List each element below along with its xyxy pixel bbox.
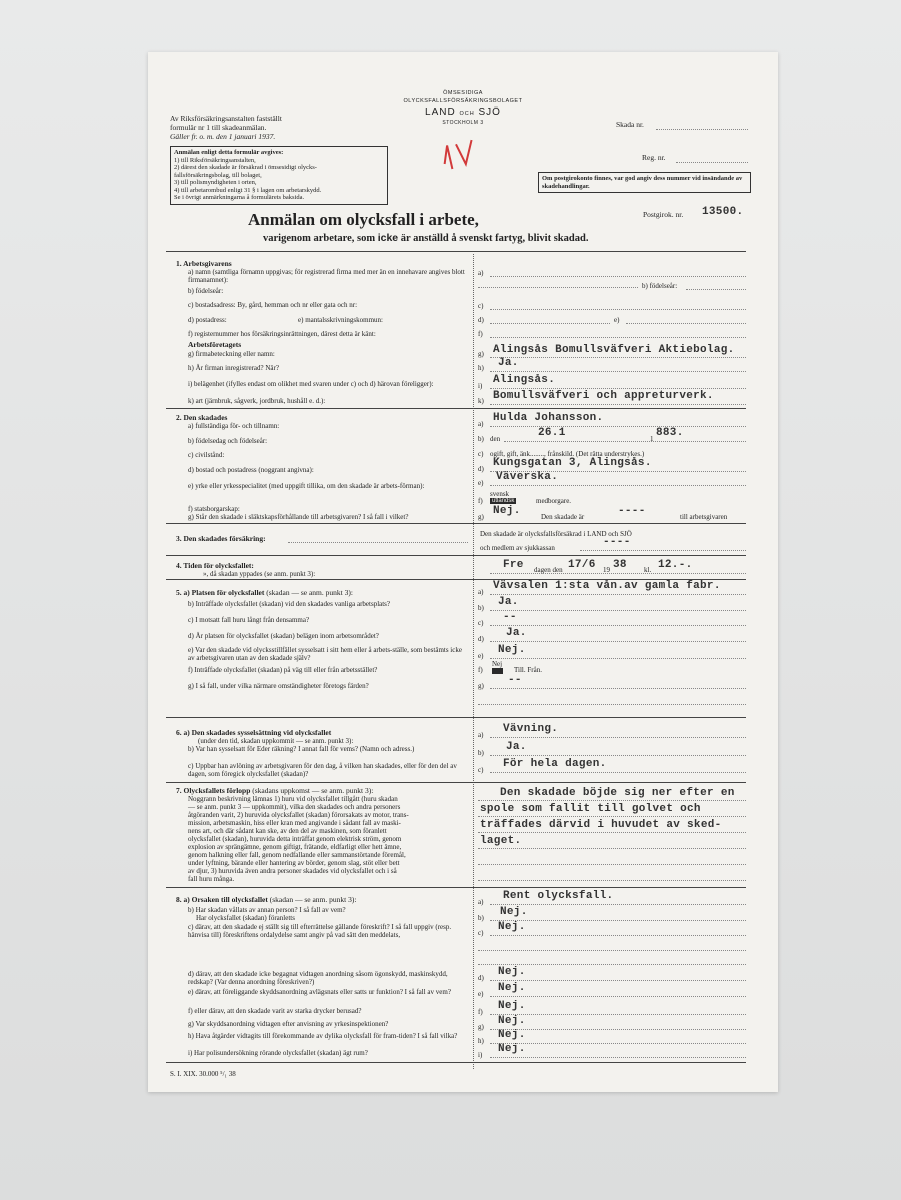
s5-g-field[interactable] [490, 688, 746, 689]
regulation-line-2: formulär nr 1 till skadeanmälan. [170, 123, 267, 132]
s4-day-value: Fre [503, 559, 524, 571]
instructions-line: fallsförsäkringsbolag, till bolaget, [174, 171, 262, 179]
s8-g-label: g) Var skyddsanordning vidtagen efter anvisning av yrkesinspektionen? [188, 1020, 389, 1028]
s7-heading: 7. Olycksfallets förlopp [176, 786, 251, 795]
s4-kl-label: kl. [644, 566, 652, 574]
s8-f-letter: f) [478, 1008, 483, 1016]
s8-e-label: e) därav, att föreliggande skyddsanordning avlägsnats eller satts ur funktion? I så fall av vem? [188, 988, 451, 996]
s8-rule [166, 1062, 746, 1063]
s4-heading: 4. Tiden för olycksfallet: [176, 561, 254, 570]
s1-d-label: d) postadress: [188, 316, 227, 324]
s8-heading-row [176, 895, 356, 904]
s2-c-options: ogift, gift, änk........, frånskild. (Det rätta understrykes.) [490, 450, 645, 458]
s8-f-value: Nej. [498, 1000, 526, 1012]
s7-typed-1: spole som fallit till golvet och [480, 803, 701, 815]
s1-e-letter: e) [614, 316, 620, 324]
s2-g-value: Nej. [493, 505, 521, 517]
s8-f-field[interactable] [490, 1014, 746, 1015]
s5-d-label: d) Är platsen för olycksfallet (skadan) belägen inom arbetsområdet? [188, 632, 379, 640]
company-sub: OLYCKSFALLSFÖRSÄKRINGSBOLAGET [403, 98, 523, 104]
s7-field-3[interactable] [478, 832, 746, 833]
s1-c-letter: c) [478, 302, 484, 310]
s1-e-label: e) mantalsskrivningskommun: [298, 316, 383, 324]
s8-i-letter: i) [478, 1051, 483, 1059]
s5-heading: 5. a) Platsen för olycksfallet [176, 588, 265, 597]
s4-year-value: 38 [613, 559, 627, 571]
s6-c-letter: c) [478, 766, 484, 774]
s3-value: ---- [603, 536, 631, 548]
s5-b-label: b) Inträffade olycksfallet (skadan) vid den skadades vanliga arbetsplats? [188, 600, 391, 608]
s5-e-value: Nej. [498, 644, 526, 656]
s8-e-letter: e) [478, 990, 484, 998]
s1-c-label: c) bostadsadress: By, gård, hemman och nr eller gata och nr: [188, 301, 358, 309]
s5-g-letter: g) [478, 682, 484, 690]
s8-b2-label: Har olycksfallet (skadan) föranletts [196, 914, 295, 922]
s7-body-4: nens art, och där sådant kan ske, av den del av maskinen, som föranlett [188, 827, 387, 835]
s1-h-field[interactable] [490, 371, 746, 372]
s1-f-field[interactable] [490, 337, 746, 338]
column-divider [473, 254, 474, 1069]
instructions-line: 2) därest den skadade är försäkrad i ömsesidigt olycks- [174, 164, 317, 171]
s1-h-letter: h) [478, 364, 484, 372]
s8-g-value: Nej. [498, 1015, 526, 1027]
s2-e-letter: e) [478, 479, 484, 487]
s1-b-right-label: b) födelseår: [642, 282, 678, 290]
s2-f-letter: f) [478, 497, 483, 505]
instructions-box [170, 146, 388, 205]
s8-b-value: Nej. [500, 906, 528, 918]
s6-b-label: b) Var han sysselsatt för Eder räkning? I annat fall för vems? (Namn och adress.) [188, 745, 415, 753]
s8-d-value: Nej. [498, 966, 526, 978]
s8-e-field[interactable] [490, 996, 746, 997]
s1-a-field[interactable] [490, 276, 746, 277]
instructions-line: Se i övrigt anmärkningarna å formulärets baksida. [174, 194, 305, 201]
s6-a-note: (under den tid, skadan uppkommit — se anm. punkt 3): [198, 737, 354, 745]
s7-body-6: explosion av sprängämne, genom giftigt, frätande, eldfarligt eller hett ämne, [188, 843, 402, 851]
s7-typed-0: Den skadade böjde sig ner efter en [500, 787, 735, 799]
form-subtitle-part1: varigenom arbetare, som [263, 233, 376, 244]
s5-e-letter: e) [478, 652, 484, 660]
postgirok-label: Postgirok. nr. [643, 210, 684, 219]
s8-g-field[interactable] [490, 1029, 746, 1030]
s5-f-letter: f) [478, 666, 483, 674]
s7-field-5[interactable] [478, 864, 746, 865]
s5-rule [166, 717, 746, 718]
s2-e-label: e) yrke eller yrkesspecialitet (med uppgift tillika, om den skadade är arbets-förman): [188, 482, 425, 490]
s8-c3-field[interactable] [478, 964, 746, 965]
s2-heading: 2. Den skadades [176, 413, 228, 422]
s6-a-value: Vävning. [503, 723, 559, 735]
s1-d-letter: d) [478, 316, 484, 324]
s7-field-6[interactable] [478, 880, 746, 881]
reg-nr-label: Reg. nr. [642, 153, 666, 162]
s7-body-10: fall huru många. [188, 875, 235, 883]
s8-h-field[interactable] [490, 1043, 746, 1044]
s3-right-1: Den skadade är olycksfallsförsäkrad i LAND och SJÖ [480, 530, 632, 538]
s5-heading-note: (skadan — se anm. punkt 3): [266, 588, 353, 597]
s1-a-letter: a) [478, 269, 484, 277]
s7-body-8: under lyftning, bärande eller hantering av börder, genom slag, stöt eller bett [188, 859, 400, 867]
s2-a-letter: a) [478, 420, 484, 428]
s8-h-label: h) Hava åtgärder vidtagits till förekommande av dylika olycksfall för fram-tiden? I så fall vilka? [188, 1032, 458, 1040]
s5-b-letter: b) [478, 604, 484, 612]
form-title: Anmälan om olycksfall i arbete, [248, 210, 479, 229]
s5-a-field[interactable] [490, 594, 746, 595]
s7-body-0: Noggrann beskrivning lämnas 1) huru vid olycksfallet tillgått (huru skadan [188, 795, 398, 803]
s7-body-3: mission, arbetsmaskin, hiss eller kran med angivande i sådant fall av maski- [188, 819, 401, 827]
s1-c-field[interactable] [490, 309, 746, 310]
form-subtitle-part2: är anställd å svenskt fartyg, blivit skadad. [400, 233, 589, 244]
title-rule [166, 251, 746, 252]
s1-g-field[interactable] [490, 357, 746, 358]
s2-a-label: a) fullständiga för- och tillnamn: [188, 422, 280, 430]
instructions-line: 1) till Riksförsäkringsanstalten, [174, 156, 256, 164]
s8-h-value: Nej. [498, 1029, 526, 1041]
s5-b-field[interactable] [490, 610, 746, 611]
s1-i-label: i) belägenhet (ifylles endast om olikhet med svaren under c) och d) härovan föreligger): [188, 380, 434, 388]
s7-rule [166, 887, 746, 888]
s5-a-letter: a) [478, 588, 484, 596]
s1-d-field[interactable] [490, 323, 610, 324]
s8-g-letter: g) [478, 1023, 484, 1031]
s5-g2-field[interactable] [478, 704, 746, 705]
s8-c-label: c) därav, att den skadade ej ställt sig till efterrättelse gällande föreskrift? I så fall uppgiv (resp. hänvisa till) föreskriftens ordalydelse samt angiv på vad sätt den meddelats, [188, 923, 452, 939]
s8-d-field[interactable] [490, 980, 746, 981]
s1-i-letter: i) [478, 382, 483, 390]
company-name-land: LAND [425, 107, 456, 118]
s7-field-2[interactable] [478, 816, 746, 817]
s1-g-value: Alingsås Bomullsväfveri Aktiebolag. [493, 344, 735, 356]
s2-f-stamp: utländsk [492, 498, 515, 504]
s8-heading-note: (skadan — se anm. punkt 3): [269, 895, 357, 904]
s5-f-stamp [492, 668, 503, 674]
instructions-line: 4) till arbetarombud enligt 31 § i lagen om arbetarskydd. [174, 186, 322, 194]
s2-b-year-value: 883. [656, 427, 684, 439]
s1-i-field[interactable] [490, 388, 746, 389]
s8-a-letter: a) [478, 898, 484, 906]
s1-a-label: a) namn (samtliga förnamn uppgivas; för registrerad firma med mer än en innehavare angives blott firmanamnet): [188, 268, 465, 284]
s7-body-9: av djur, 3) huruvida även andra personer skadades vid olycksfallet och i så [188, 867, 397, 875]
s2-g-label: g) Står den skadade i släktskapsförhållande till arbetsgivaren? I så fall i vilket? [188, 513, 409, 521]
s8-i-label: i) Har polisundersökning rörande olycksfallet (skadan) ägt rum? [188, 1049, 368, 1057]
s1-h-label: h) Är firman inregistrerad? När? [188, 364, 279, 372]
s3-rule [166, 555, 746, 556]
s3-right-2: och medlem av sjukkassan [480, 544, 555, 552]
s2-b-field[interactable] [504, 441, 746, 442]
s4-time-value: 12.-. [658, 559, 693, 571]
s2-g-letter: g) [478, 513, 484, 521]
company-och: OCH [459, 111, 475, 117]
s5-d-value: Ja. [506, 627, 527, 639]
s1-i-value: Alingsås. [493, 374, 556, 386]
s5-a-value: Vävsalen 1:sta vån.av gamla fabr. [493, 580, 721, 592]
form-subtitle-icke: icke [377, 232, 399, 244]
s8-a-value: Rent olycksfall. [503, 890, 614, 902]
form-sheet [148, 52, 778, 1092]
s8-h-letter: h) [478, 1037, 484, 1045]
postgiro-note-box: Om postgirokonto finnes, var god angiv dess nummer vid insändande av skadehandlingar. [538, 172, 751, 193]
s7-field-4[interactable] [478, 848, 746, 849]
s8-a-field[interactable] [490, 904, 746, 905]
s6-heading: 6. a) Den skadades sysselsättning vid olycksfallet [176, 728, 332, 737]
handwritten-mark-icon [435, 135, 482, 181]
s2-f-label: f) statsborgarskap: [188, 505, 240, 513]
s2-rule [166, 523, 746, 524]
s6-a-letter: a) [478, 731, 484, 739]
s8-heading: 8. a) Orsaken till olycksfallet [176, 895, 268, 904]
s6-rule [166, 782, 746, 783]
s2-d-label: d) bostad och postadress (noggrant angivna): [188, 466, 314, 474]
s7-typed-2: träffades därvid i huvudet av sked- [480, 819, 722, 831]
s7-field-1[interactable] [478, 800, 746, 801]
s1-b-field[interactable] [686, 289, 746, 290]
company-name-sjo: SJÖ [478, 107, 501, 118]
s3-kassa-field[interactable] [580, 550, 746, 551]
s7-body-7: genom halkning eller fall, genom nedfallande eller sammanstörtande föremål, [188, 851, 406, 859]
s5-f-label: f) Inträffade olycksfallet (skadan) på väg till eller från arbetsstället? [188, 666, 378, 674]
s5-f-nej: Nej [492, 660, 503, 668]
s1-k-letter: k) [478, 397, 484, 405]
s2-g-value2: ---- [618, 505, 646, 517]
s5-heading-row [176, 588, 353, 597]
regulation-line-3: Gäller fr. o. m. den 1 januari 1937. [170, 132, 276, 141]
s5-c-label: c) I motsatt fall huru långt från densamma? [188, 616, 310, 624]
s3-heading: 3. Den skadades försäkring: [176, 534, 266, 543]
s2-a-field[interactable] [490, 426, 746, 427]
s2-e-value: Väverska. [496, 471, 559, 483]
s8-c-letter: c) [478, 929, 484, 937]
s1-rule [166, 408, 746, 409]
company-logo [398, 90, 528, 126]
company-top: ÖMSESIDIGA [443, 90, 483, 96]
s4-sub: », då skadan yppades (se anm. punkt 3): [203, 570, 316, 578]
s7-heading-row [176, 786, 373, 795]
s5-c-value: -- [503, 611, 517, 623]
s4-19-label: 19 [603, 566, 610, 574]
s2-a-value: Hulda Johansson. [493, 412, 604, 424]
s1-b-label: b) födelseår: [188, 287, 224, 295]
s1-k-field[interactable] [490, 404, 746, 405]
s8-c-value: Nej. [498, 921, 526, 933]
s6-a-field[interactable] [490, 737, 746, 738]
s2-f-medborgare: medborgare. [536, 497, 572, 505]
s8-e-value: Nej. [498, 982, 526, 994]
s6-c-label: c) Uppbar han avlöning av arbetsgivaren för den dag, å vilken han skadades, eller för den del av dagen, som föregick olycksfallet (skadan)? [188, 762, 457, 778]
s5-d-letter: d) [478, 635, 484, 643]
s8-b-label: b) Har skadan vållats av annan person? I så fall av vem? [188, 906, 346, 914]
s6-c-value: För hela dagen. [503, 758, 607, 770]
s5-e-label: e) Var den skadade vid olycksstillfället sysselsatt i sitt hem eller å arbets-ställe, som bestämts icke av arbetsgivaren utan av den skadade själv? [188, 646, 462, 662]
s5-b-value: Ja. [498, 596, 519, 608]
company-city: STOCKHOLM 3 [442, 120, 484, 126]
s5-e-field[interactable] [490, 658, 746, 659]
s8-c-field[interactable] [490, 935, 746, 936]
s5-g-value: -- [508, 674, 522, 686]
s7-body-1: — se anm. punkt 3 — uppkommit), vilka den skadades och andra personers [188, 803, 401, 811]
s2-d-letter: d) [478, 465, 484, 473]
s7-typed-3: laget. [480, 835, 522, 847]
s1-g-label: g) firmabeteckning eller namn: [188, 350, 275, 358]
s8-d-letter: d) [478, 974, 484, 982]
s8-i-value: Nej. [498, 1043, 526, 1055]
s1-k-value: Bomullsväfveri och appreturverk. [493, 390, 714, 402]
s5-f-tail: Till. Från. [514, 666, 542, 674]
skada-nr-label: Skada nr. [616, 120, 644, 129]
s2-b-year-prefix: 1 [650, 435, 654, 443]
s5-g-label: g) I så fall, under vilka närmare omständigheter företogs färden? [188, 682, 369, 690]
s2-b-den: den [490, 435, 501, 443]
s2-c-label: c) civilstånd: [188, 451, 225, 459]
s2-b-day-value: 26.1 [538, 427, 566, 439]
s2-f-svensk: svensk [490, 490, 510, 498]
form-subtitle [263, 232, 588, 244]
regulation-line-1: Av Riksförsäkringsanstalten fastställt [170, 114, 282, 123]
skada-nr-field[interactable] [656, 129, 748, 130]
s5-c-letter: c) [478, 619, 484, 627]
handwritten-mark-svg [435, 135, 481, 175]
s8-i-field[interactable] [490, 1057, 746, 1058]
s4-field[interactable] [490, 573, 746, 574]
s1-heading: 1. Arbetsgivarens [176, 259, 232, 268]
s6-b-letter: b) [478, 749, 484, 757]
s2-b-label: b) födelsedag och födelseår: [188, 437, 268, 445]
s3-field[interactable] [288, 542, 468, 543]
s1-f-label: f) registernummer hos försäkringsinrättningen, därest detta är känt: [188, 330, 376, 338]
s4-dagen-label: dagen den [534, 566, 563, 574]
s1-h-value: Ja. [498, 357, 519, 369]
s2-d-value: Kungsgatan 3, Alingsås. [493, 457, 652, 469]
s1-g-letter: g) [478, 350, 484, 358]
s1-f-letter: f) [478, 330, 483, 338]
s5-d-field[interactable] [490, 641, 746, 642]
s2-c-letter: c) [478, 450, 484, 458]
print-code: S. I. XIX. 30.000 ⁵/₁ 38 [170, 1070, 236, 1078]
postgirok-value: 13500. [702, 206, 744, 218]
instructions-title: Anmälan enligt detta formulär avgives: [174, 149, 284, 156]
s6-b-value: Ja. [506, 741, 527, 753]
s5-c-field[interactable] [490, 625, 746, 626]
s2-e-field[interactable] [490, 485, 746, 486]
s2-b-letter: b) [478, 435, 484, 443]
s6-c-field[interactable] [490, 772, 746, 773]
s7-heading-note: (skadans uppkomst — se anm. punkt 3): [252, 786, 374, 795]
s8-b-letter: b) [478, 914, 484, 922]
s8-f-label: f) eller därav, att den skadade varit av starka drycker berusad? [188, 1007, 362, 1015]
s7-body-5: olycksfallet (skadan), huruvida detta inträffat genom elektrisk ström, genom [188, 835, 402, 843]
s1-subheading: Arbetsföretagets [188, 340, 242, 349]
s7-body-2: åtgöranden varit, 2) huruvida olycksfallet (skadan) förorsakats av motor, trans- [188, 811, 409, 819]
s2-g-mid: Den skadade är [541, 513, 585, 521]
s8-b-field[interactable] [490, 920, 746, 921]
s6-b-field[interactable] [490, 755, 746, 756]
s4-date-value: 17/6 [568, 559, 596, 571]
s1-e-field[interactable] [626, 323, 746, 324]
instructions-line: 3) till polismyndigheten i orten, [174, 179, 257, 186]
s2-g-tail: till arbetsgivaren [680, 513, 728, 521]
s1-k-label: k) art (järnbruk, sågverk, jordbruk, hushåll e. d.): [188, 397, 326, 405]
s8-d-label: d) därav, att den skadade icke begagnat vidtagen anordning såsom ögonskydd, maskinskydd, redskap? (Var denna anordning föreskriven?) [188, 970, 448, 986]
reg-nr-field[interactable] [676, 162, 748, 163]
s1-a2-field[interactable] [478, 287, 638, 288]
s8-c2-field[interactable] [478, 950, 746, 951]
